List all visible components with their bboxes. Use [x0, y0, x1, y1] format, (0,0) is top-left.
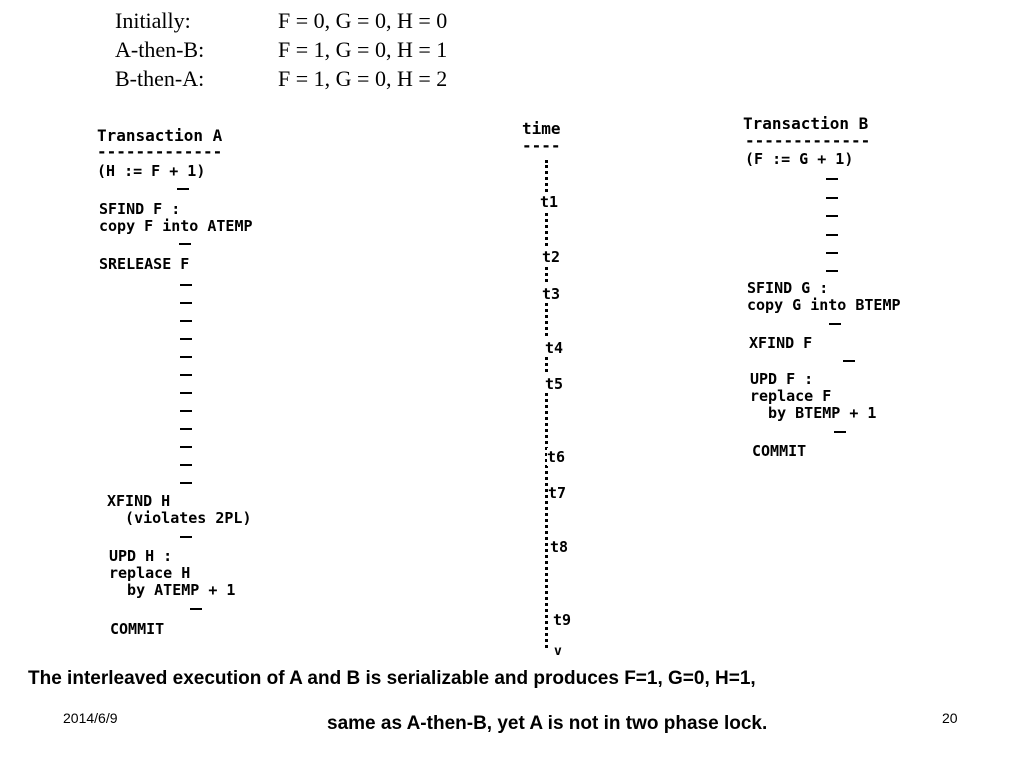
state-values: F = 1, G = 0, H = 1 [278, 37, 448, 62]
time-underline: ---- [522, 136, 561, 155]
transaction-a-underline: ------------- [97, 142, 223, 161]
wait-dash [826, 197, 838, 199]
transaction-a-commit: COMMIT [110, 620, 165, 638]
transaction-b-upd: UPD F : [750, 370, 814, 388]
wait-dash [180, 410, 192, 412]
state-values: F = 0, G = 0, H = 0 [278, 8, 448, 33]
time-tick: t9 [553, 611, 572, 629]
wait-dash [180, 446, 192, 448]
transaction-b-xfind: XFIND F [749, 334, 813, 352]
transaction-b-title: Transaction B [743, 114, 869, 133]
time-tick: t4 [545, 339, 564, 357]
time-tick: t7 [548, 484, 567, 502]
wait-dash [829, 323, 841, 325]
wait-dash [180, 374, 192, 376]
wait-dash [826, 234, 838, 236]
transaction-a-by: by ATEMP + 1 [109, 581, 236, 599]
transaction-a-xfind: XFIND H [107, 492, 171, 510]
transaction-a-upd: UPD H : [109, 547, 173, 565]
wait-dash [180, 464, 192, 466]
state-row [115, 6, 447, 35]
caption-line-1: The interleaved execution of A and B is serializable and produces F=1, G=0, H=1, [28, 668, 756, 689]
time-arrow-icon: v [554, 644, 562, 659]
wait-dash [826, 270, 838, 272]
transaction-a-violation-note: (violates 2PL) [107, 509, 252, 527]
wait-dash [180, 392, 192, 394]
wait-dash [180, 356, 192, 358]
wait-dash [180, 338, 192, 340]
time-tick: t5 [545, 375, 564, 393]
wait-dash [180, 320, 192, 322]
time-title: time [522, 119, 561, 138]
wait-dash [826, 252, 838, 254]
wait-dash [180, 284, 192, 286]
transaction-b-assign: (F := G + 1) [745, 150, 854, 168]
transaction-a-sfind: SFIND F : [99, 200, 181, 218]
wait-dash [826, 178, 838, 180]
time-tick: t3 [542, 285, 561, 303]
transaction-a-copy: copy F into ATEMP [99, 217, 253, 235]
initial-states [115, 6, 447, 93]
state-row [115, 64, 447, 93]
transaction-b-sfind: SFIND G : [747, 279, 829, 297]
state-label: Initially: [115, 8, 191, 33]
wait-dash [177, 188, 189, 190]
slide-date: 2014/6/9 [63, 710, 118, 726]
wait-dash [826, 215, 838, 217]
wait-dash [180, 302, 192, 304]
state-label: A-then-B: [115, 37, 205, 62]
transaction-a-srelease: SRELEASE F [99, 255, 190, 273]
transaction-b-replace: replace F [750, 387, 832, 405]
transaction-b-underline: ------------- [745, 131, 871, 150]
state-values: F = 1, G = 0, H = 2 [278, 66, 448, 91]
state-row [115, 35, 447, 64]
wait-dash [179, 243, 191, 245]
time-tick: t1 [540, 193, 559, 211]
transaction-a-replace: replace H [109, 564, 191, 582]
wait-dash [180, 536, 192, 538]
caption-line-2: same as A-then-B, yet A is not in two phase lock. [327, 713, 768, 734]
time-tick: t8 [550, 538, 569, 556]
wait-dash [843, 360, 855, 362]
wait-dash [190, 608, 202, 610]
timeline-axis [545, 160, 548, 648]
wait-dash [180, 482, 192, 484]
time-tick: t2 [542, 248, 561, 266]
wait-dash [834, 431, 846, 433]
wait-dash [180, 428, 192, 430]
transaction-b-by: by BTEMP + 1 [750, 404, 877, 422]
transaction-b-copy: copy G into BTEMP [747, 296, 901, 314]
transaction-a-assign: (H := F + 1) [97, 162, 206, 180]
state-label: B-then-A: [115, 66, 205, 91]
time-tick: t6 [547, 448, 566, 466]
transaction-a-title: Transaction A [97, 126, 223, 145]
transaction-b-commit: COMMIT [752, 442, 807, 460]
slide-page-number: 20 [942, 710, 958, 726]
